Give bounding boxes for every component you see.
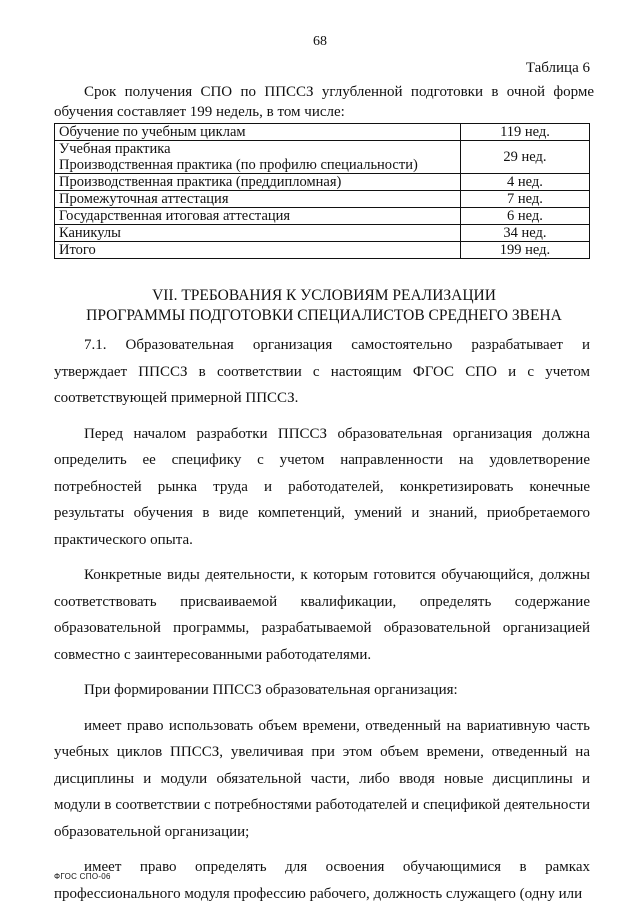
section-body	[54, 332, 590, 907]
row-label: Каникулы	[55, 225, 461, 242]
paragraph: 7.1. Образовательная организация самостоятельно разрабатывает и утверждает ППССЗ в соответствии с настоящим ФГОС СПО и с учетом соответствующей примерной ППССЗ.	[54, 337, 590, 406]
paragraph: имеет право определять для освоения обучающимися в рамках профессионального модуля профессию рабочего, должность служащего (одну или	[54, 859, 590, 902]
section-heading-line2: ПРОГРАММЫ ПОДГОТОВКИ СПЕЦИАЛИСТОВ СРЕДНЕГО ЗВЕНА	[86, 307, 562, 324]
paragraph: При формировании ППССЗ образовательная организация:	[84, 682, 458, 698]
table-row	[55, 191, 590, 208]
row-label: Итого	[55, 242, 461, 259]
row-value: 4 нед.	[461, 174, 590, 191]
table-row	[55, 225, 590, 242]
row-label-line2: Производственная практика (по профилю специальности)	[59, 157, 418, 173]
row-label: Производственная практика (преддипломная)	[55, 174, 461, 191]
page-number: 68	[313, 34, 327, 49]
paragraph: Перед началом разработки ППССЗ образовательная организация должна определить ее специфику с учетом направленности на удовлетворение потребностей рынка труда и работодателей, конкретизировать конечные результаты обучения в виде компетенций, умений и знаний, приобретаемого практического опыта.	[54, 425, 590, 548]
row-value: 199 нед.	[461, 242, 590, 259]
table-row	[55, 141, 590, 174]
table-caption: Таблица 6	[525, 60, 590, 76]
row-label: Промежуточная аттестация	[55, 191, 461, 208]
row-label-line1: Учебная практика	[59, 141, 171, 157]
row-label	[55, 141, 461, 174]
paragraph: имеет право использовать объем времени, отведенный на вариативную часть учебных циклов ППССЗ, увеличивая при этом объем времени, отведенный на дисциплины и модули обязательной части, либо вводя новые дисциплины и модули в соответствии с потребностями работодателей и спецификой деятельности образовательной организации;	[54, 717, 590, 840]
paragraph: Конкретные виды деятельности, к которым готовится обучающийся, должны соответствовать присваиваемой квалификации, определять содержание образовательной программы, разрабатываемой образовательной организацией совместно с заинтересованными работодателями.	[54, 567, 590, 663]
section-heading-line1: VII. ТРЕБОВАНИЯ К УСЛОВИЯМ РЕАЛИЗАЦИИ	[152, 287, 496, 304]
table-row	[55, 208, 590, 225]
document-footer: ФГОС СПО-06	[54, 872, 111, 881]
row-label: Государственная итоговая аттестация	[55, 208, 461, 225]
row-value: 6 нед.	[461, 208, 590, 225]
table-row	[55, 124, 590, 141]
row-value: 7 нед.	[461, 191, 590, 208]
row-value: 34 нед.	[461, 225, 590, 242]
row-value: 119 нед.	[461, 124, 590, 141]
row-label: Обучение по учебным циклам	[55, 124, 461, 141]
table-row	[55, 174, 590, 191]
table-row	[55, 242, 590, 259]
intro-paragraph: Срок получения СПО по ППССЗ углубленной подготовки в очной форме обучения составляет 199 недель, в том числе:	[54, 84, 594, 120]
study-schedule-table	[54, 123, 590, 259]
row-value: 29 нед.	[461, 141, 590, 174]
section-heading	[54, 286, 594, 326]
